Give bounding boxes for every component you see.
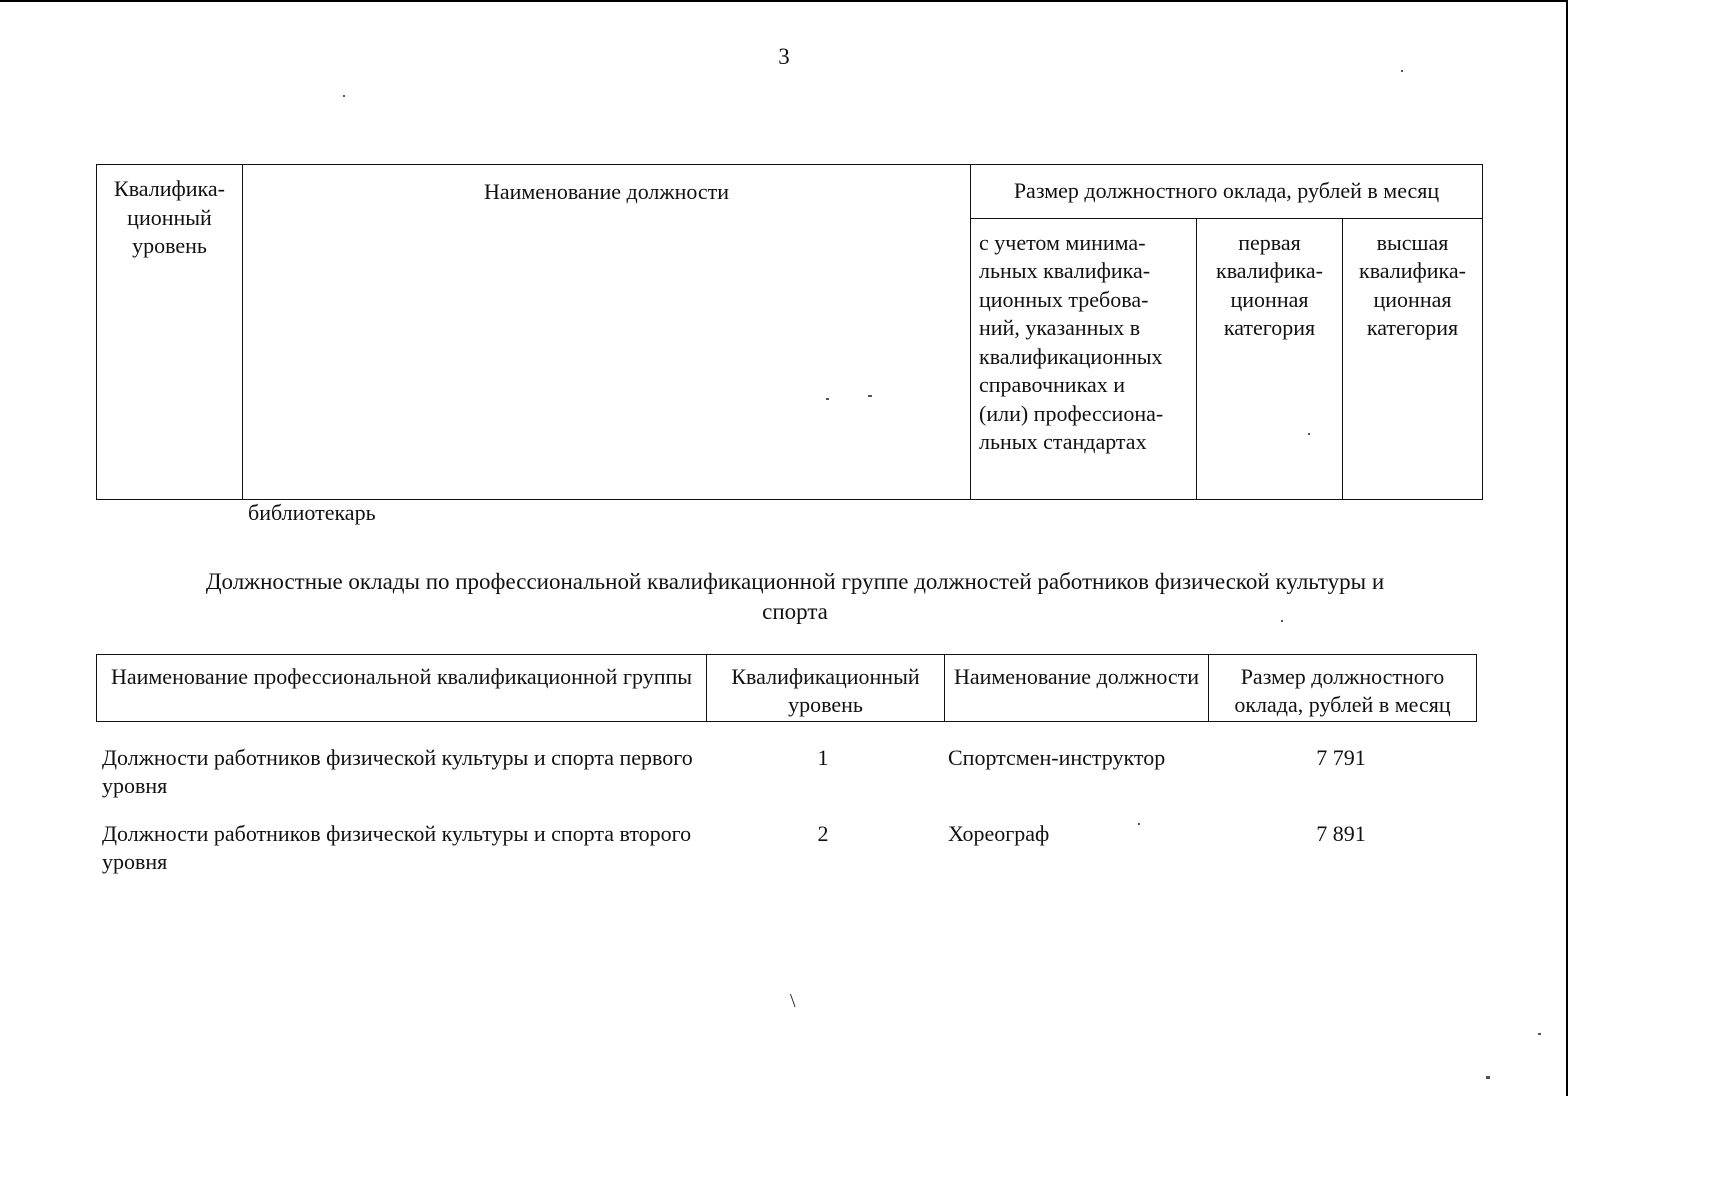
header-minimal-requirements: с учетом минима- льных квалифика- ционных требова- ний, указанных в квалификационных справочниках и (или) профессиона- льных стандартах [971, 218, 1197, 499]
header-position: Наименование должности [945, 655, 1209, 722]
scan-speck [1308, 433, 1310, 435]
header-first-category: первая квалифика- ционная категория [1197, 218, 1343, 499]
row-position: Спортсмен-инструктор [948, 745, 1166, 770]
row-salary: 7 791 [1316, 745, 1366, 770]
header-position-name: Наименование должности [243, 165, 971, 500]
scan-speck [1138, 823, 1140, 825]
librarian-label: библиотекарь [248, 500, 376, 525]
row-salary: 7 891 [1316, 821, 1366, 846]
header-qualification-level: Квалифика- ционный уровень [97, 165, 243, 500]
scan-speck [1281, 620, 1283, 622]
scan-speck [343, 95, 345, 97]
scan-speck [1486, 1076, 1490, 1079]
row-level: 1 [817, 745, 829, 770]
sport-salary-table-header [96, 654, 1477, 722]
positions-salary-table-header [96, 164, 1483, 500]
header-salary: Размер должностного оклада, рублей в месяц [1209, 655, 1477, 722]
scan-speck [826, 398, 829, 400]
row-position: Хореограф [948, 821, 1050, 846]
stray-mark: \ [790, 990, 796, 1012]
header-highest-category: высшая квалифика- ционная категория [1343, 218, 1483, 499]
row-group-name: Должности работников физической культуры и спорта второго уровня [102, 821, 692, 874]
page-edge-right [1566, 0, 1568, 1096]
section-title: Должностные оклады по профессиональной квалификационной группе должностей работников физической культуры и спорта [205, 569, 1385, 624]
page-edge-top [0, 0, 1568, 2]
header-group-name: Наименование профессиональной квалификационной группы [97, 655, 707, 722]
page-number: 3 [778, 44, 790, 69]
row-group-name: Должности работников физической культуры и спорта первого уровня [102, 745, 693, 798]
header-level: Квалификационный уровень [707, 655, 945, 722]
scan-speck [1538, 1033, 1541, 1035]
header-salary-size: Размер должностного оклада, рублей в месяц [971, 165, 1483, 219]
scan-speck [1401, 70, 1403, 72]
row-level: 2 [817, 821, 829, 846]
scan-speck [868, 395, 872, 397]
